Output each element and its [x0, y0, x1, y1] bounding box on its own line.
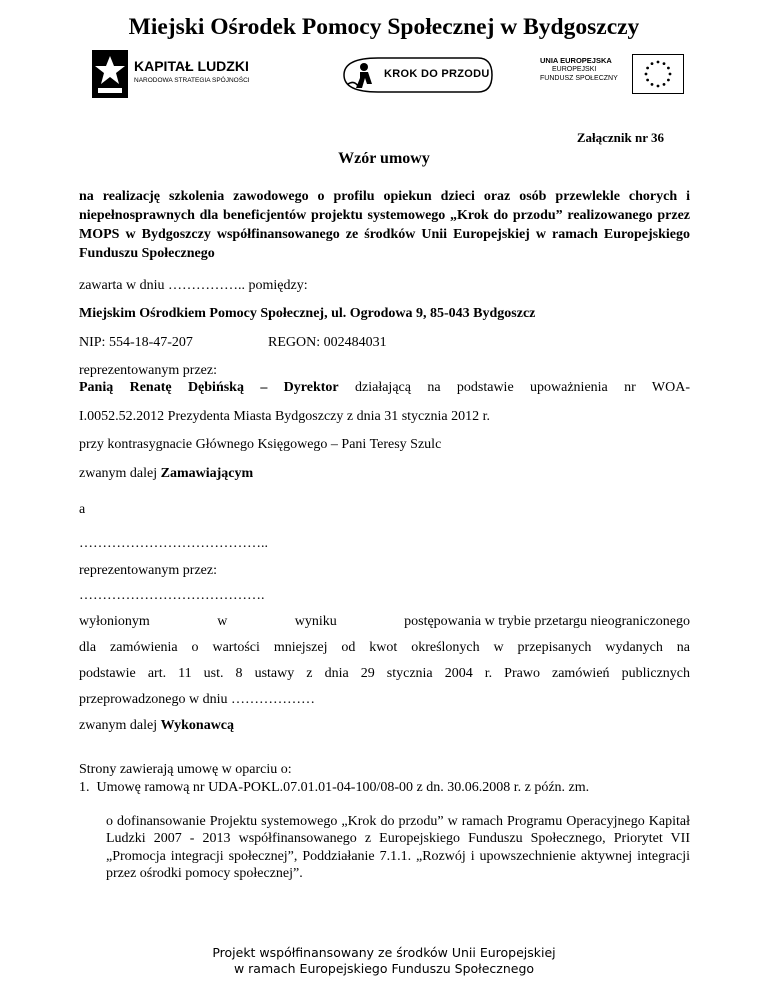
ue-line3: FUNDUSZ SPOŁECZNY: [540, 75, 618, 82]
conducted-line: przeprowadzonego w dniu ………………: [79, 692, 316, 707]
selected-word-4: postępowania w trybie przetargu nieograniczonego: [404, 614, 690, 629]
kapital-ludzki-tagline: NARODOWA STRATEGIA SPÓJNOŚCI: [134, 77, 250, 84]
called-prefix: zwanym dalej: [79, 466, 161, 481]
party1-regon: REGON: 002484031: [268, 335, 387, 350]
attachment-number: Załącznik nr 36: [576, 130, 664, 145]
krok-do-przodu-logo: [338, 54, 498, 96]
footer-line-1: Projekt współfinansowany ze środków Unii Europejskiej: [212, 945, 556, 960]
selected-line-2: dla zamówienia o wartości mniejszej od kwot określonych w przepisanych wydanych na: [79, 640, 690, 655]
and-line: a: [79, 502, 86, 517]
selected-word-2: w: [217, 614, 228, 629]
document-heading: Wzór umowy: [338, 150, 430, 167]
footer-line-2: w ramach Europejskiego Funduszu Społecznego: [233, 961, 535, 976]
logo-row: [0, 48, 768, 104]
director-authorization: działającą na podstawie upoważnienia nr WOA-: [338, 380, 690, 395]
party2-rep-dots: ………………………………….: [79, 588, 265, 603]
countersign-line: przy kontrasygnacie Głównego Księgowego – Pani Teresy Szulc: [79, 437, 442, 452]
kapital-ludzki-logo: [92, 50, 262, 100]
wykonawca-label: Wykonawcą: [160, 718, 235, 733]
contract-subject: na realizację szkolenia zawodowego o profilu opiekun dzieci oraz osób przewlekle chorych i niepełnosprawnych dla beneficjentów projektu systemowego „Krok do przodu” realizowanego przez MOPS w Bydgoszczy współfinansowanego ze środków Unii Europejskiej w ramach Europejskiego Funduszu Społecznego: [79, 189, 690, 261]
party1-represented-by: reprezentowanym przez:: [79, 363, 217, 378]
list-item-1: [79, 780, 589, 796]
party2-dots: …………………………………..: [79, 536, 268, 551]
eu-flag-icon: [632, 54, 684, 94]
called-wykonawca-line: [79, 718, 234, 734]
krok-do-przodu-name: KROK DO PRZODU: [384, 68, 490, 80]
concluded-date-line: zawarta w dniu …………….. pomiędzy:: [79, 278, 308, 293]
ue-line1: UNIA EUROPEJSKA: [540, 56, 612, 65]
page-title: Miejski Ośrodek Pomocy Społecznej w Bydgoszczy: [128, 14, 640, 40]
called-prefix-2: zwanym dalej: [79, 718, 161, 733]
unia-europejska-logo: [528, 50, 688, 102]
list-item-text: Umowę ramową nr UDA-POKL.07.01.01-04-100/08-00 z dn. 30.06.2008 r. z późn. zm.: [96, 780, 590, 795]
page-footer: [0, 945, 768, 977]
zamawiajacy-label: Zamawiającym: [160, 466, 254, 481]
basis-line: Strony zawierają umowę w oparciu o:: [79, 762, 292, 777]
called-zamawiajacy-line: [79, 466, 253, 482]
party2-represented-by: reprezentowanym przez:: [79, 563, 217, 578]
selected-line-3: podstawie art. 11 ust. 8 ustawy z dnia 29 stycznia 2004 r. Prawo zamówień publicznych: [79, 666, 690, 681]
selected-word-1: wyłonionym: [79, 614, 150, 629]
selected-word-3: wyniku: [294, 614, 337, 629]
party1-name: Miejskim Ośrodkiem Pomocy Społecznej, ul. Ogrodowa 9, 85-043 Bydgoszcz: [79, 306, 536, 321]
director-name: Panią Renatę Dębińską – Dyrektor: [79, 380, 339, 395]
selected-line: [79, 614, 690, 630]
party1-nip: NIP: 554-18-47-207: [79, 335, 193, 350]
kapital-ludzki-icon: [92, 50, 128, 98]
kapital-ludzki-name: KAPITAŁ LUDZKI: [134, 58, 249, 74]
list-number: 1.: [79, 780, 90, 795]
authorization-line: I.0052.52.2012 Prezydenta Miasta Bydgoszczy z dnia 31 stycznia 2012 r.: [79, 409, 490, 424]
cofinancing-paragraph: o dofinansowanie Projektu systemowego „Krok do przodu” w ramach Programu Operacyjnego Kapitał Ludzki 2007 - 2013 współfinansowanego z Europejskiego Funduszu Społecznego, Priorytet VII „Promocja integracji społecznej”, Poddziałanie 7.1.1. „Rozwój i upowszechnienie aktywnej integracji przez ośrodki pomocy społecznej”.: [106, 814, 690, 881]
ue-line2: EUROPEJSKI: [552, 66, 597, 73]
director-line: [79, 380, 690, 396]
